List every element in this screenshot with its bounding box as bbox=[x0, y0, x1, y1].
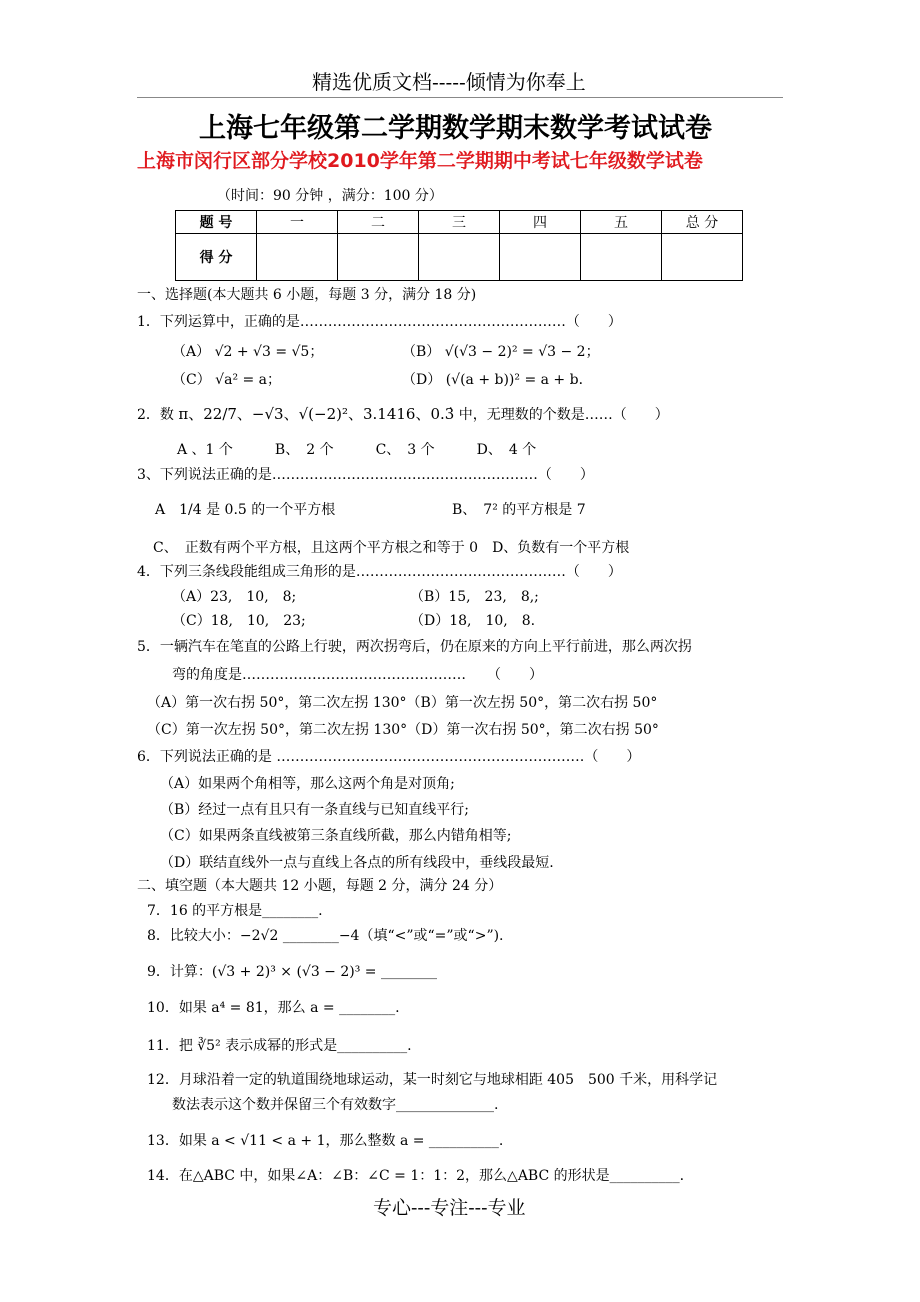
q12-line2: 数法表示这个数并保留三个有效数字______________. bbox=[172, 1097, 499, 1113]
q3-option-cd: C、 正数有两个平方根，且这两个平方根之和等于 0 D、负数有一个平方根 bbox=[153, 540, 630, 556]
q3-stem: 3、下列说法正确的是…………………………………………………（ ） bbox=[137, 467, 594, 483]
q2-suffix: 中，无理数的个数是……（ ） bbox=[458, 407, 669, 423]
q2-options: A 、1 个 B、 2 个 C、 3 个 D、 4 个 bbox=[177, 442, 537, 458]
q6-option-b: （B）经过一点有且只有一条直线与已知直线平行; bbox=[160, 802, 470, 818]
score-table-col-total: 总 分 bbox=[662, 211, 743, 234]
q1-b-expr: √(√3 − 2)² = √3 − 2； bbox=[444, 344, 600, 360]
q13: 13．如果 a < √11 < a + 1，那么整数 a = __________. bbox=[147, 1133, 504, 1149]
q6-option-a: （A）如果两个角相等，那么这两个角是对顶角; bbox=[160, 776, 455, 792]
q3-option-a: A 1/4 是 0.5 的一个平方根 bbox=[155, 502, 336, 518]
q6-option-d: （D）联结直线外一点与直线上各点的所有线段中，垂线段最短. bbox=[160, 855, 554, 871]
score-row-label: 得 分 bbox=[176, 234, 257, 281]
score-table-label: 题 号 bbox=[176, 211, 257, 234]
exam-title: 上海七年级第二学期数学期末数学考试试卷 bbox=[199, 113, 712, 144]
score-cell[interactable] bbox=[338, 234, 419, 281]
page-footer: 专心---专注---专业 bbox=[373, 1197, 526, 1219]
q11: 11．把 ∛5² 表示成幂的形式是__________. bbox=[147, 1038, 412, 1054]
score-table-col-1: 一 bbox=[257, 211, 338, 234]
score-table-header-row bbox=[176, 211, 743, 234]
q1-option-b bbox=[402, 344, 600, 361]
q5-stem-line2: 弯的角度是………………………………………… （ ） bbox=[172, 667, 543, 683]
q4-option-a: （A）23, 10, 8; bbox=[172, 589, 297, 605]
q2-items: π、22/7、−√3、√(−2)²、3.1416、0.3̇ bbox=[178, 405, 455, 423]
q1-d-expr: (√(a + b))² = a + b． bbox=[445, 372, 593, 388]
q1-b-label: （B） bbox=[402, 344, 441, 360]
q7: 7．16 的平方根是________. bbox=[147, 903, 323, 919]
q5-options-cd: （C）第一次左拐 50°，第二次左拐 130°（D）第一次右拐 50°，第二次右拐 50° bbox=[147, 722, 659, 738]
page-header: 精选优质文档-----倾情为你奉上 bbox=[312, 70, 586, 94]
q14: 14．在△ABC 中，如果∠A：∠B：∠C = 1：1：2，那么△ABC 的形状是__________. bbox=[147, 1168, 685, 1184]
score-cell[interactable] bbox=[581, 234, 662, 281]
q3-option-b: B、 7² 的平方根是 7 bbox=[452, 502, 586, 518]
q2-stem bbox=[137, 405, 669, 424]
score-table bbox=[175, 210, 743, 281]
q1-option-c bbox=[172, 372, 281, 389]
q1-c-expr: √a² = a； bbox=[215, 372, 282, 388]
q1-c-label: （C） bbox=[172, 372, 211, 388]
q4-option-b: （B）15, 23, 8,; bbox=[410, 589, 539, 605]
section1-heading: 一、选择题(本大题共 6 小题，每题 3 分，满分 18 分) bbox=[137, 287, 477, 303]
q1-option-a bbox=[172, 344, 323, 361]
score-cell[interactable] bbox=[419, 234, 500, 281]
q1-a-label: （A） bbox=[172, 344, 211, 360]
q5-stem-line1: 5．一辆汽车在笔直的公路上行驶，两次拐弯后，仍在原来的方向上平行前进，那么两次拐 bbox=[137, 639, 692, 655]
q1-a-expr: √2 + √3 = √5； bbox=[214, 344, 324, 360]
score-table-col-2: 二 bbox=[338, 211, 419, 234]
exam-subtitle: 上海市闵行区部分学校2010学年第二学期期中考试七年级数学试卷 bbox=[137, 150, 703, 172]
section2-heading: 二、填空题（本大题共 12 小题，每题 2 分，满分 24 分） bbox=[137, 878, 503, 894]
q12-line1: 12．月球沿着一定的轨道围绕地球运动，某一时刻它与地球相距 405 500 千米，用科学记 bbox=[147, 1072, 718, 1088]
q9: 9．计算：(√3 + 2)³ × (√3 − 2)³ = ________ bbox=[147, 964, 437, 980]
score-cell[interactable] bbox=[662, 234, 743, 281]
score-table-col-5: 五 bbox=[581, 211, 662, 234]
q1-stem: 1．下列运算中，正确的是…………………………………………………（ ） bbox=[137, 314, 622, 330]
q4-option-c: （C）18, 10, 23; bbox=[172, 613, 306, 629]
q4-option-d: （D）18, 10, 8. bbox=[410, 613, 536, 629]
q2-prefix: 2．数 bbox=[137, 407, 174, 423]
header-divider bbox=[137, 97, 783, 98]
q5-options-ab: （A）第一次右拐 50°，第二次左拐 130°（B）第一次左拐 50°，第二次右拐 50° bbox=[147, 695, 658, 711]
q6-option-c: （C）如果两条直线被第三条直线所截，那么内错角相等; bbox=[160, 828, 512, 844]
score-table-col-4: 四 bbox=[500, 211, 581, 234]
q4-stem: 4．下列三条线段能组成三角形的是………………………………………（ ） bbox=[137, 564, 622, 580]
score-table-score-row bbox=[176, 234, 743, 281]
score-cell[interactable] bbox=[257, 234, 338, 281]
exam-info: （时间：90 分钟 ，满分：100 分） bbox=[217, 188, 443, 204]
q1-d-label: （D） bbox=[402, 372, 442, 388]
score-cell[interactable] bbox=[500, 234, 581, 281]
q6-stem: 6．下列说法正确的是 …………………………………………………………（ ） bbox=[137, 749, 641, 765]
q10: 10．如果 a⁴ = 81，那么 a = ________. bbox=[147, 1000, 400, 1016]
q8: 8．比较大小：−2√2 ________−4（填“<”或“=”或“>”). bbox=[147, 928, 504, 944]
q1-option-d bbox=[402, 372, 593, 389]
score-table-col-3: 三 bbox=[419, 211, 500, 234]
